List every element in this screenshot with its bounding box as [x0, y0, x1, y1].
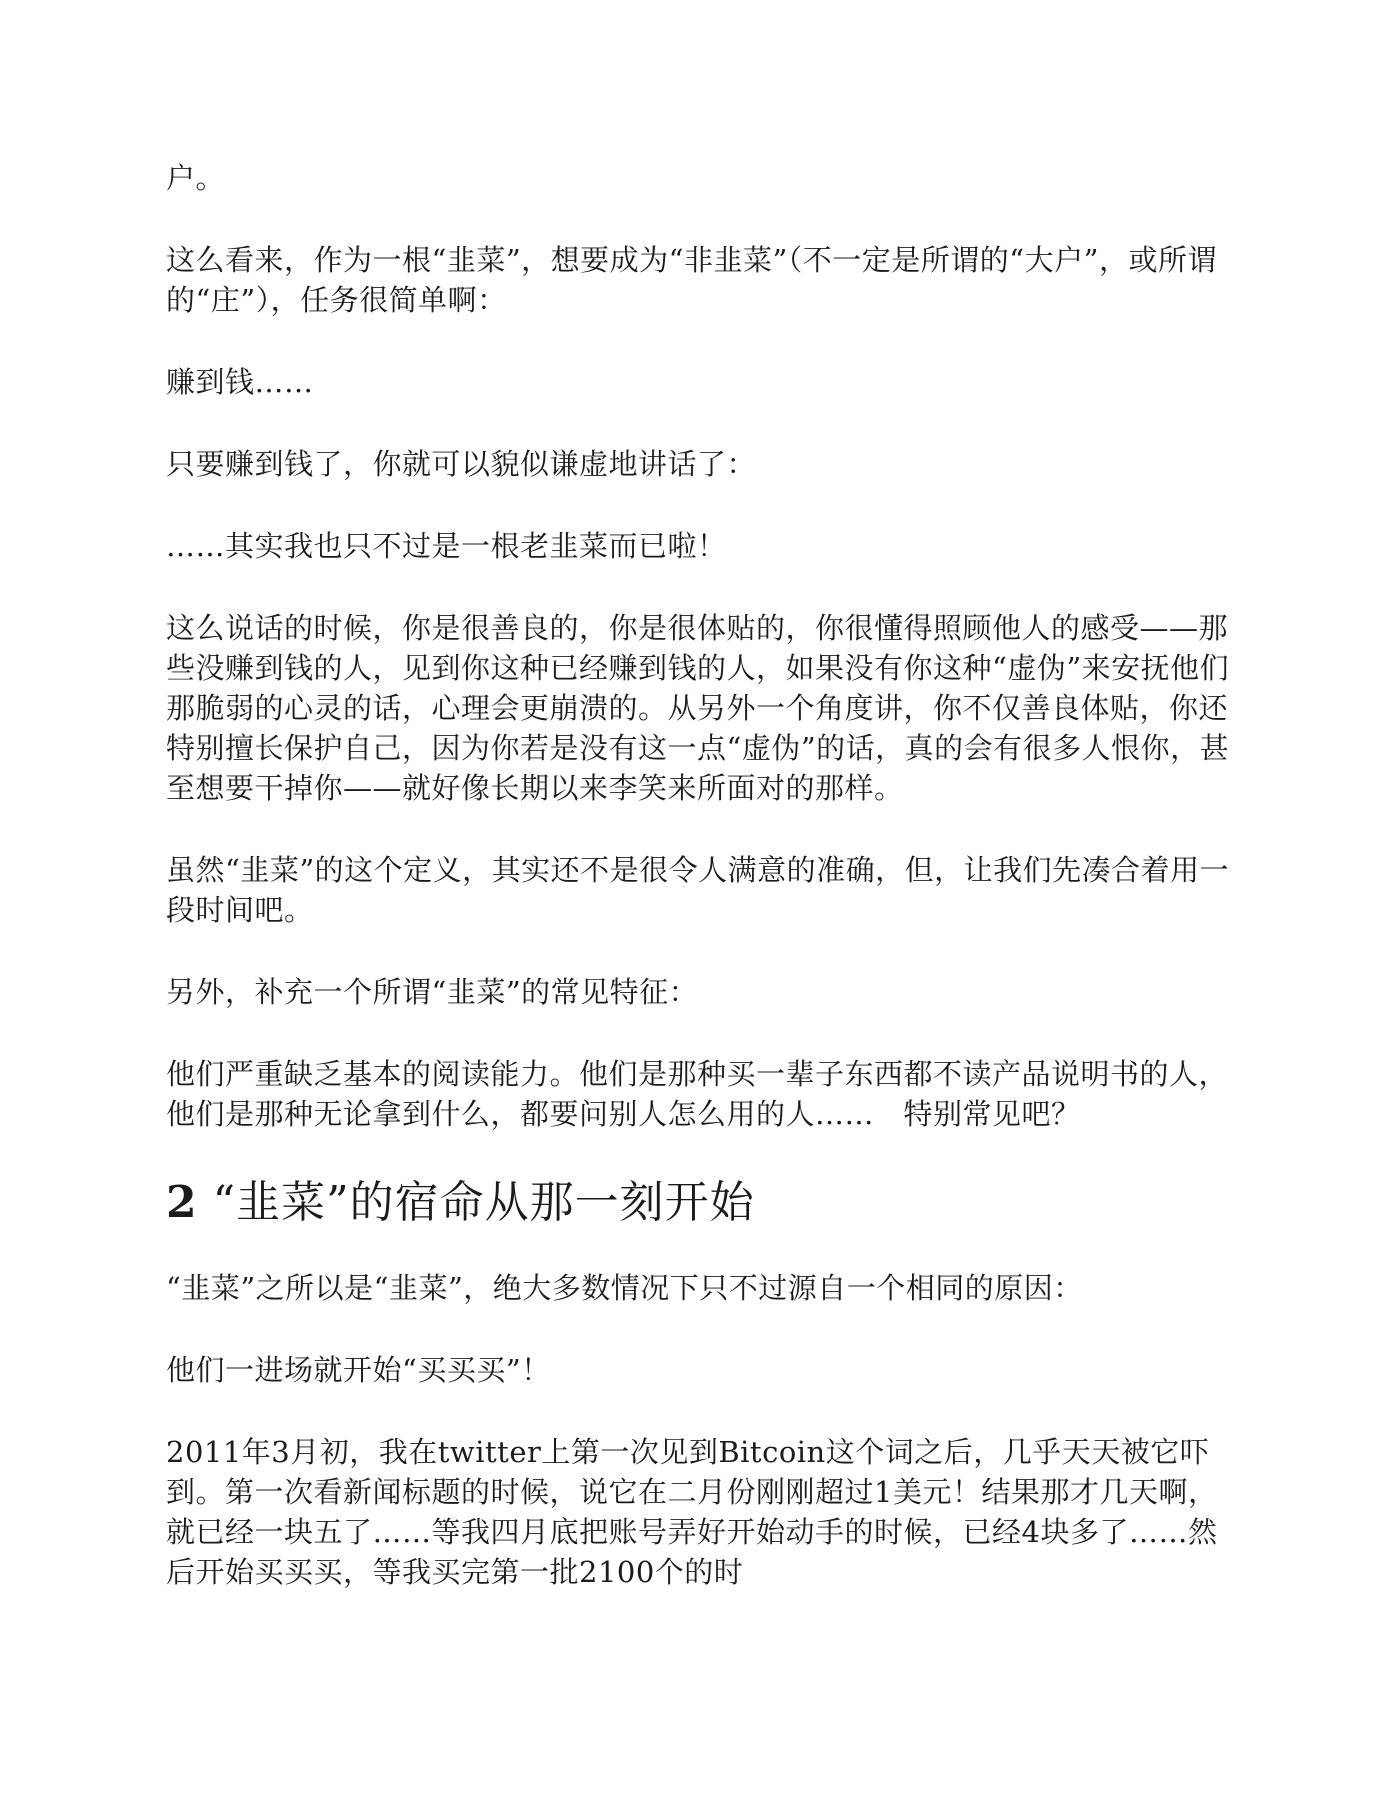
- section-title: “韭菜”的宿命从那一刻开始: [212, 1177, 755, 1228]
- section-number: 2: [166, 1177, 198, 1228]
- paragraph: 户。: [166, 161, 226, 195]
- paragraph: 虽然“韭菜”的这个定义，其实还不是很令人满意的准确，但，让我们先凑合着用一段时间吧。: [166, 853, 1230, 927]
- document-body: [166, 158, 1236, 1634]
- paragraph: 只要赚到钱了，你就可以貌似谦虚地讲话了：: [166, 447, 757, 481]
- section-heading: [166, 1176, 1236, 1230]
- paragraph: 他们严重缺乏基本的阅读能力。他们是那种买一辈子东西都不读产品说明书的人，他们是那种无论拿到什么，都要问别人怎么用的人…… 特别常见吧？: [166, 1057, 1229, 1131]
- paragraph: 这么说话的时候，你是很善良的，你是很体贴的，你很懂得照顾他人的感受——那些没赚到钱的人，见到你这种已经赚到钱的人，如果没有你这种“虚伪”来安抚他们那脆弱的心灵的话，心理会更崩溃的。从另外一个角度讲，你不仅善良体贴，你还特别擅长保护自己，因为你若是没有这一点“虚伪”的话，真的会有很多人恨你，甚至想要干掉你——就好像长期以来李笑来所面对的那样。: [166, 611, 1230, 805]
- paragraph: 2011年3月初，我在twitter上第一次见到Bitcoin这个词之后，几乎天天被它吓到。第一次看新闻标题的时候，说它在二月份刚刚超过1美元！结果那才几天啊，就已经一块五了……等我四月底把账号弄好开始动手的时候，已经4块多了……然后开始买买买，等我买完第一批2100个的时: [166, 1435, 1218, 1589]
- paragraph: “韭菜”之所以是“韭菜”，绝大多数情况下只不过源自一个相同的原因：: [166, 1271, 1083, 1305]
- paragraph: 另外，补充一个所谓“韭菜”的常见特征：: [166, 975, 699, 1009]
- paragraph: 他们一进场就开始“买买买”！: [166, 1353, 551, 1387]
- paragraph: 赚到钱……: [166, 365, 314, 399]
- paragraph: 这么看来，作为一根“韭菜”，想要成为“非韭菜”（不一定是所谓的“大户”，或所谓的“庄”），任务很简单啊：: [166, 243, 1217, 317]
- paragraph: ……其实我也只不过是一根老韭菜而已啦！: [166, 529, 727, 563]
